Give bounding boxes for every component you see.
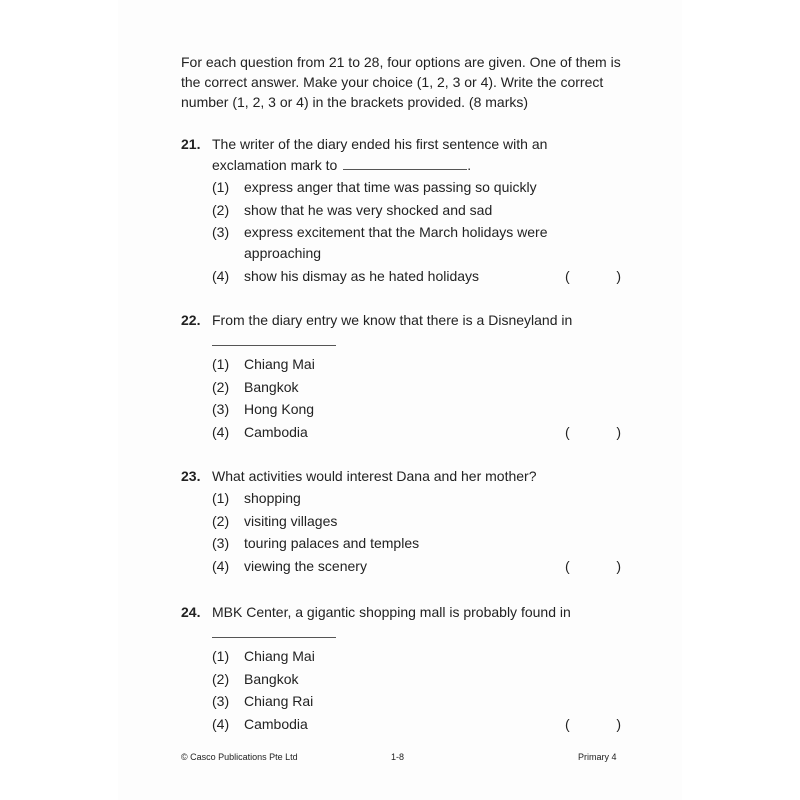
instructions-text: For each question from 21 to 28, four options are given. One of them is the correct answer. Make your choice (1, 2, 3 or 4). Write the correct number (1, 2, 3 or 4) in the brackets provided. (8 marks) — [181, 54, 621, 110]
question-line — [181, 309, 621, 331]
option-text: Chiang Rai — [244, 693, 314, 710]
option-number: (4) — [212, 557, 230, 574]
question-line — [181, 623, 621, 645]
option-text: show his dismay as he hated holidays — [244, 268, 480, 285]
option-item — [181, 668, 621, 691]
option-item — [181, 487, 621, 510]
option-text: express anger that time was passing so quickly — [244, 179, 537, 195]
question-23 — [181, 465, 621, 577]
question-number: 21. — [181, 136, 201, 152]
question-number: 22. — [181, 312, 201, 328]
question-21 — [181, 133, 621, 288]
option-item — [181, 176, 621, 199]
option-number: (3) — [212, 693, 230, 710]
footer-page-number: 1-8 — [391, 752, 405, 762]
option-item — [181, 221, 621, 265]
question-number: 24. — [181, 604, 201, 620]
option-number: (4) — [212, 268, 230, 285]
option-item — [181, 376, 621, 399]
question-number: 23. — [181, 468, 201, 484]
question-22 — [181, 309, 621, 443]
answer-blank-line[interactable] — [212, 345, 336, 346]
option-number: (2) — [212, 378, 230, 395]
option-text: viewing the scenery — [244, 557, 367, 574]
footer-level: Primary 4 — [578, 752, 617, 762]
question-24 — [181, 601, 621, 735]
question-line — [181, 601, 621, 623]
question-text-continued: exclamation mark to . — [212, 157, 472, 173]
option-text: touring palaces and temples — [244, 535, 420, 552]
option-item — [181, 532, 621, 555]
option-item — [181, 398, 621, 421]
question-text: From the diary entry we know that there is a Disneyland in — [212, 312, 573, 328]
option-text: express excitement that the March holidays were — [244, 224, 548, 241]
option-item — [181, 199, 621, 222]
option-text: Bangkok — [244, 670, 299, 687]
option-number: (4) — [212, 423, 230, 440]
option-text: Bangkok — [244, 378, 299, 395]
question-line — [181, 331, 621, 353]
option-item — [181, 353, 621, 376]
option-item: (4) Cambodia ( ) — [181, 421, 621, 444]
option-text-continued: approaching — [244, 245, 322, 262]
option-number: (3) — [212, 401, 230, 418]
option-item — [181, 510, 621, 533]
option-number: (1) — [212, 356, 230, 372]
option-item: (4) show his dismay as he hated holidays ( ) — [181, 265, 621, 288]
option-number: (1) — [212, 179, 230, 195]
option-number: (2) — [212, 201, 230, 218]
option-number: (2) — [212, 670, 230, 687]
question-text: MBK Center, a gigantic shopping mall is probably found in — [212, 604, 571, 620]
option-number: (2) — [212, 512, 230, 529]
option-text: Chiang Mai — [244, 648, 315, 664]
option-number: (1) — [212, 490, 230, 506]
option-text: Chiang Mai — [244, 356, 315, 372]
question-text: What activities would interest Dana and her mother? — [212, 468, 537, 484]
question-line — [181, 133, 621, 155]
option-number: (4) — [212, 715, 230, 732]
question-line — [181, 155, 621, 176]
answer-blank-line[interactable] — [343, 155, 467, 170]
option-text: Cambodia — [244, 423, 308, 440]
answer-blank-line[interactable] — [212, 637, 336, 638]
option-number: (3) — [212, 535, 230, 552]
option-item — [181, 690, 621, 713]
option-text: show that he was very shocked and sad — [244, 201, 493, 218]
option-item: (4) Cambodia ( ) — [181, 713, 621, 736]
footer-publisher: © Casco Publications Pte Ltd — [181, 752, 298, 762]
option-text: shopping — [244, 490, 301, 506]
option-text: Cambodia — [244, 715, 308, 732]
option-text: visiting villages — [244, 512, 338, 529]
option-item — [181, 645, 621, 668]
question-text: The writer of the diary ended his first sentence with an — [212, 136, 548, 152]
question-line — [181, 465, 621, 487]
option-item: (4) viewing the scenery ( ) — [181, 555, 621, 578]
option-number: (1) — [212, 648, 230, 664]
option-number: (3) — [212, 224, 230, 241]
option-text: Hong Kong — [244, 401, 315, 418]
